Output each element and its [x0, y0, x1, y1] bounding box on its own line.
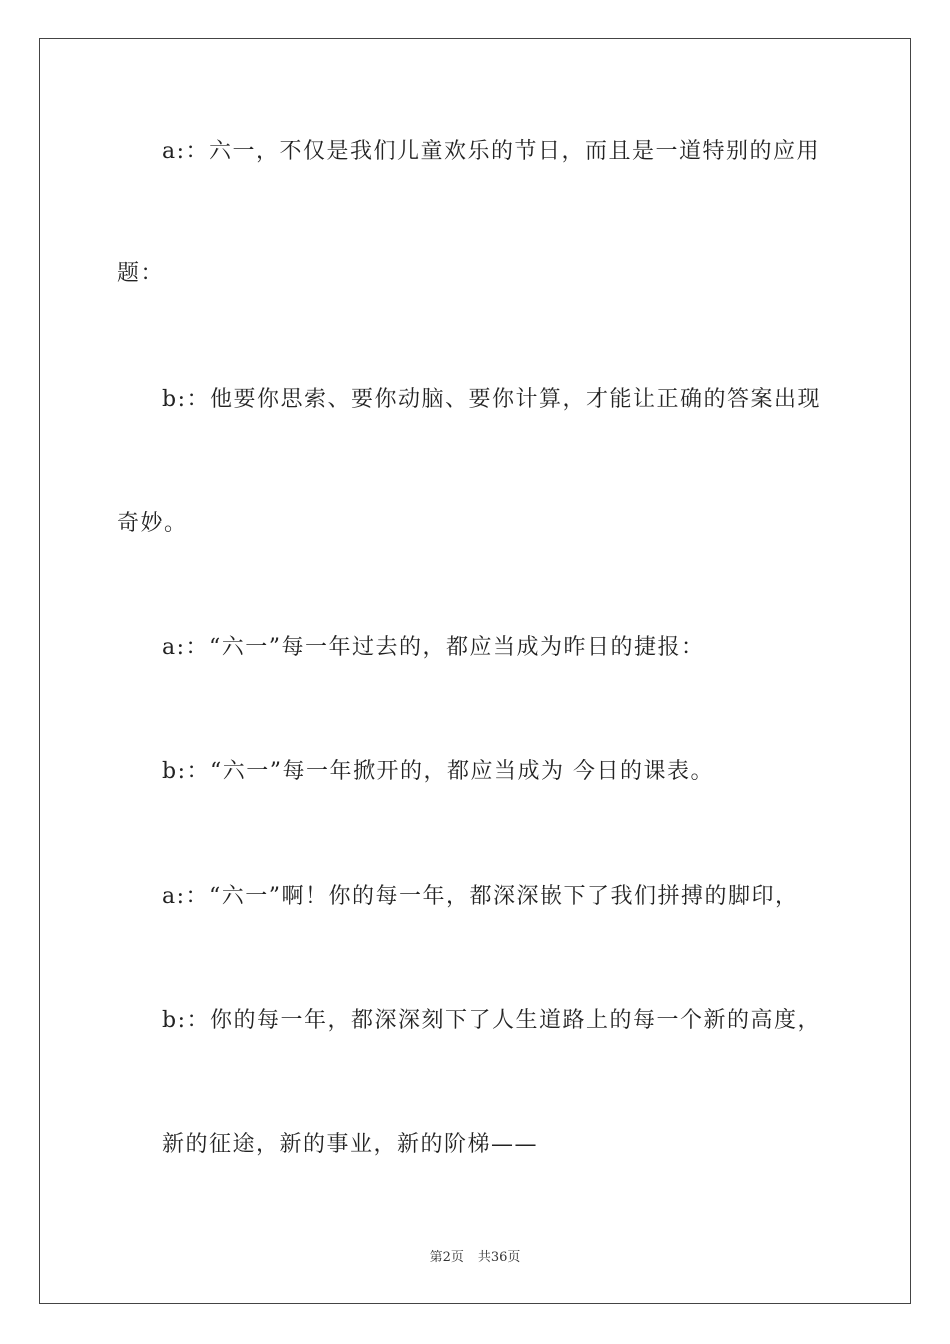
paragraph-line-3: b:：他要你思索、要你动脑、要你计算，才能让正确的答案出现	[162, 387, 821, 412]
page-total: 共36页	[477, 1250, 521, 1265]
page-number: 第2页	[429, 1250, 464, 1265]
paragraph-line-7: a:：“六一”啊！你的每一年，都深深嵌下了我们拼搏的脚印，	[162, 884, 799, 909]
paragraph-line-2: 题：	[117, 261, 165, 286]
paragraph-line-6: b:：“六一”每一年掀开的，都应当成为 今日的课表。	[162, 759, 714, 784]
page-border	[39, 38, 911, 1304]
page-footer	[0, 1246, 950, 1265]
paragraph-line-1: a:：六一，不仅是我们儿童欢乐的节日，而且是一道特别的应用	[162, 139, 821, 164]
paragraph-line-9: 新的征途，新的事业，新的阶梯——	[162, 1132, 539, 1157]
paragraph-line-8: b:：你的每一年，都深深刻下了人生道路上的每一个新的高度，	[162, 1008, 821, 1033]
paragraph-line-4: 奇妙。	[117, 511, 188, 536]
paragraph-line-5: a:：“六一”每一年过去的，都应当成为昨日的捷报：	[162, 635, 705, 660]
